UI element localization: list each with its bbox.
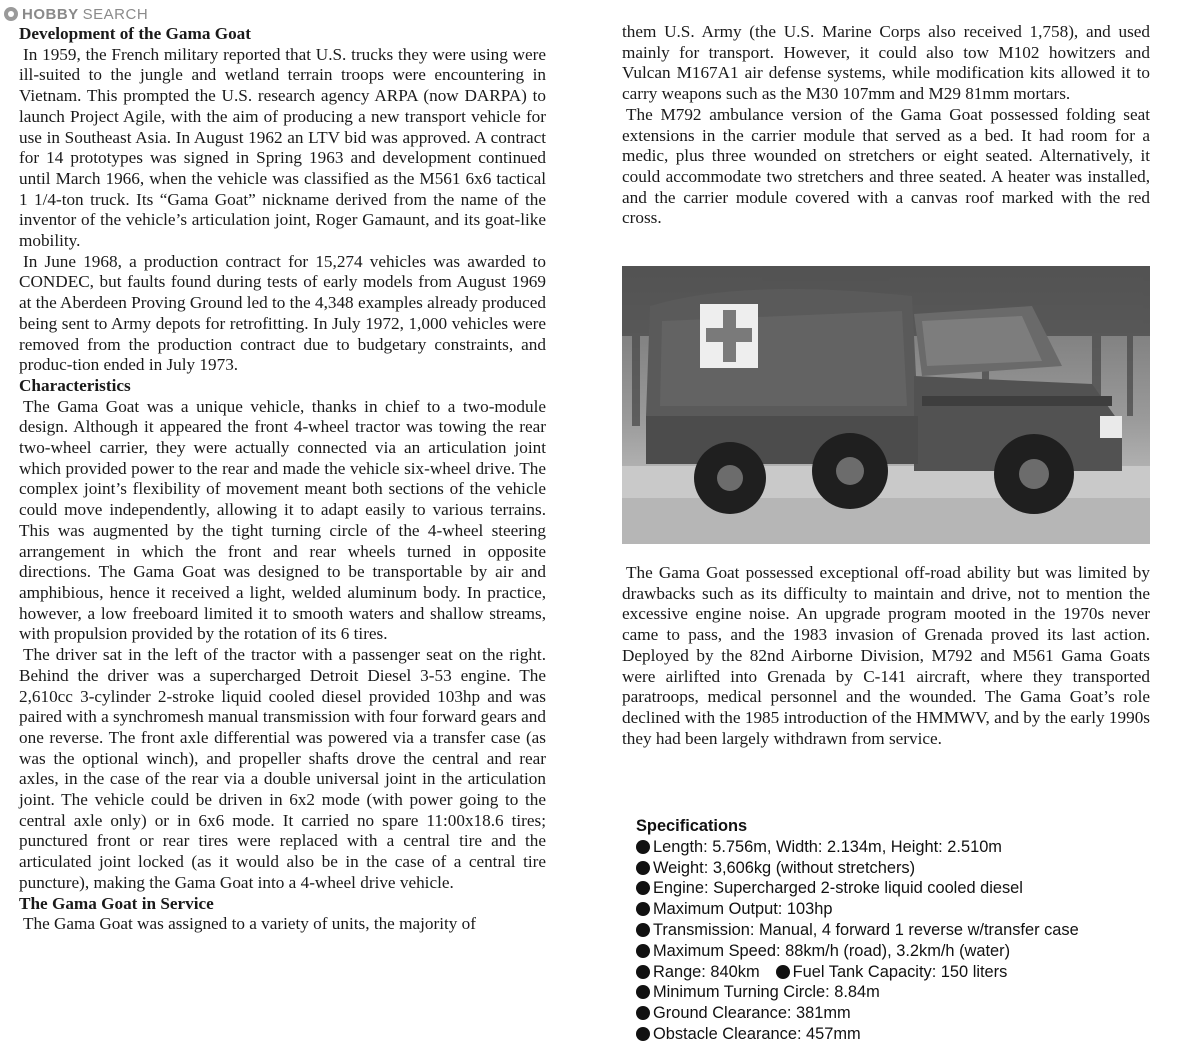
paragraph: In June 1968, a production contract for 15,274 vehicles was awarded to CONDEC, but faults found during tests of early models from August 1969 at the Aberdeen Proving Ground led to the 4,348 examples already produced being sent to Army depots for retrofitting. In July 1972, 1,000 vehicles were removed from the production contract due to budgetary constraints, and produc-tion ended in July 1973.	[19, 251, 546, 375]
spec-item: Weight: 3,606kg (without stretchers)	[653, 858, 916, 877]
paragraph: them U.S. Army (the U.S. Marine Corps also received 1,758), and used mainly for transport. However, it could also tow M102 howitzers and Vulcan M167A1 air defense systems, while modification kits allowed it to carry weapons such as the M30 107mm and M29 81mm mortars.	[622, 22, 1150, 104]
spec-line	[636, 920, 1156, 941]
paragraph: The Gama Goat possessed exceptional off-road ability but was limited by drawbacks such as its difficulty to maintain and drive, not to mention the excessive engine noise. An upgrade program mooted in the 1970s never came to pass, and the 1983 invasion of Grenada proved its last action. Deployed by the 82nd Airborne Division, M792 and M561 Gama Goats were airlifted into Grenada by C-141 aircraft, where they transported paratroops, medical personnel and the wounded. The Gama Goat’s role declined with the 1985 introduction of the HMMWV, and by the early 1990s they had been largely withdrawn from service.	[622, 563, 1150, 748]
bullet-icon	[636, 1027, 650, 1041]
paragraph: The Gama Goat was a unique vehicle, thanks in chief to a two-module design. Although it appeared the front 4-wheel tractor was towing the rear two-wheel carrier, they were actually connected via an articulation joint which provided power to the rear and made the vehicle six-wheel drive. The complex joint’s flexibility of movement meant both sections of the vehicle could move independently, allowing it to adapt easily to various terrains. This was augmented by the tight turning circle of the 4-wheel steering arrangement in which the front and rear wheels turned in opposite directions. The Gama Goat was designed to be transportable by air and amphibious, hence it received a light, welded aluminum body. In practice, however, a low freeboard limited it to smooth waters and shallow streams, with propulsion provided by the rotation of its 6 tires.	[19, 396, 546, 644]
bullet-icon	[636, 923, 650, 937]
spec-item: Maximum Output: 103hp	[653, 900, 833, 919]
gama-goat-ambulance-photo	[622, 266, 1150, 544]
paragraph: In 1959, the French military reported that U.S. trucks they were using were ill-suited to the jungle and wetland terrain troops were encountering in Vietnam. This prompted the U.S. research agency ARPA (now DARPA) to launch Project Agile, with the aim of producing a new transport vehicle for use in Southeast Asia. In August 1962 an LTV bid was approved. A contract for 14 prototypes was signed in Spring 1963 and development continued until March 1966, when the vehicle was classified as the M561 6x6 tactical 1 1/4-ton truck. Its “Gama Goat” nickname derived from the name of the inventor of the vehicle’s articulation joint, Roger Gamaunt, and its goat-like mobility.	[19, 44, 546, 251]
spec-line	[636, 837, 1156, 858]
spec-line	[636, 858, 1156, 879]
spec-item: Maximum Speed: 88km/h (road), 3.2km/h (water)	[653, 941, 1011, 960]
watermark	[4, 4, 148, 24]
spec-line	[636, 1003, 1156, 1024]
right-column-top	[622, 22, 1150, 229]
paragraph: The Gama Goat was assigned to a variety of units, the majority of	[23, 914, 476, 934]
watermark-suffix: SEARCH	[82, 5, 149, 23]
spec-item: Length: 5.756m, Width: 2.134m, Height: 2.510m	[653, 837, 1002, 856]
spec-item: Engine: Supercharged 2-stroke liquid cooled diesel	[653, 879, 1023, 898]
paragraph: The driver sat in the left of the tractor with a passenger seat on the right. Behind the driver was a supercharged Detroit Diesel 3-53 engine. The 2,610cc 3-cylinder 2-stroke liquid cooled diesel provided 103hp and was paired with a synchromesh manual transmission with four forward gears and one reverse. The front axle differential was powered via a transfer case (as was the optional winch), and propeller shafts drove the central and rear axles, in the case of the rear via a double universal joint in the articulation joint. The vehicle could be driven in 6x2 mode (with power going to the central axle only) or in 6x6 mode. It carried no spare 11:00x18.6 tires; punctured front or rear tires were replaced with a central tire and the articulated joint locked (as it would also be in the case of a central tire puncture), making the Gama Goat into a 4-wheel drive vehicle.	[19, 645, 546, 892]
spec-item: Minimum Turning Circle: 8.84m	[653, 983, 880, 1002]
spec-line	[636, 1024, 1156, 1045]
heading-development: Development of the Gama Goat	[19, 24, 251, 43]
spec-item: Fuel Tank Capacity: 150 liters	[792, 962, 1008, 981]
specifications-title: Specifications	[636, 817, 748, 835]
hobby-logo-icon	[4, 7, 18, 21]
heading-service: The Gama Goat in Service	[19, 893, 214, 913]
bullet-icon	[636, 881, 650, 895]
spec-item: Transmission: Manual, 4 forward 1 reverse w/transfer case	[653, 920, 1079, 939]
watermark-brand: HOBBY	[22, 5, 79, 23]
spec-line	[636, 941, 1156, 962]
paragraph: The M792 ambulance version of the Gama Goat possessed folding seat extensions in the carrier module that served as a bed. It had room for a medic, plus three wounded on stretchers or eight seated. Alternatively, it could accommodate two stretchers and three seated. A heater was installed, and the carrier module covered with a canvas roof marked with the red cross.	[622, 104, 1150, 228]
spec-item: Ground Clearance: 381mm	[653, 1004, 851, 1023]
spec-line	[636, 899, 1156, 920]
spec-line	[636, 878, 1156, 899]
bullet-icon	[636, 1006, 650, 1020]
bullet-icon	[776, 965, 790, 979]
left-column	[19, 24, 546, 935]
spec-item: Range: 840km	[653, 962, 760, 981]
spec-item: Obstacle Clearance: 457mm	[653, 1024, 861, 1043]
spec-line	[636, 962, 1156, 983]
spec-line	[636, 982, 1156, 1003]
bullet-icon	[636, 985, 650, 999]
heading-characteristics: Characteristics	[19, 375, 131, 395]
right-column-bottom	[622, 563, 1150, 749]
specifications-box	[636, 816, 1156, 1045]
bullet-icon	[636, 944, 650, 958]
bullet-icon	[636, 902, 650, 916]
bullet-icon	[636, 861, 650, 875]
bullet-icon	[636, 840, 650, 854]
bullet-icon	[636, 965, 650, 979]
